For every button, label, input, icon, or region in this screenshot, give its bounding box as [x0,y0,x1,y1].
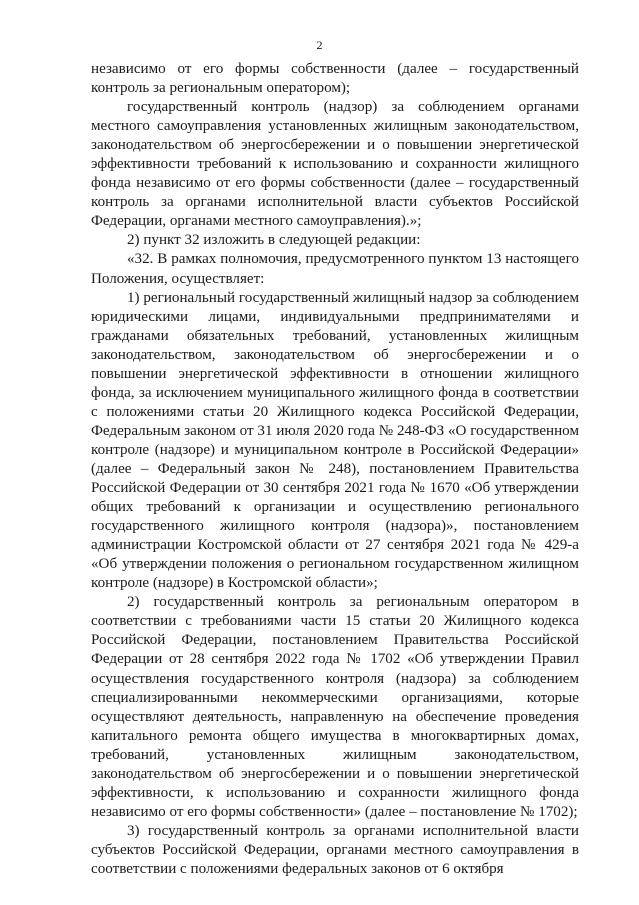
paragraph-continuation: независимо от его формы собственности (далее – государственный контроль за региональным оператором); [91,61,579,97]
paragraph-subitem-2: 2) государственный контроль за региональным оператором в соответствии с требованиями части 15 статьи 20 Жилищного кодекса Российской Федерации, постановлением Правительства Российской Федерации от 28 сентября 2022 года № 1702 «Об утверждении Правил осуществления государственного контроля (надзора) за соблюдением специализированными некоммерческими организациями, которые осуществляют деятельность, направленную на обеспечение проведения капитального ремонта общего имущества в многоквартирных домах, требований, установленных жилищным законодательством, законодательством об энергосбережении и о повышении энергетической эффективности, к использованию и сохранности жилищного фонда независимо от его формы собственности» (далее – постановление № 1702); [91,594,579,820]
paragraph-subitem-3: 3) государственный контроль за органами исполнительной власти субъектов Российской Федерации, органами местного самоуправления в соответствии с положениями федеральных законов от 6 октября [91,822,579,877]
paragraph-item-2-heading: 2) пункт 32 изложить в следующей редакции: [127,232,421,249]
paragraph-subitem-1: 1) региональный государственный жилищный надзор за соблюдением юридическими лицами, индивидуальными предпринимателями и гражданами обязательных требований, установленных жилищным законодательством, законодательством об энергосбережении и о повышении энергетической эффективности в отношении жилищного фонда, за исключением муниципального жилищного фонда в соответствии с положениями статьи 20 Жилищного кодекса Российской Федерации, Федеральным законом от 31 июля 2020 года № 248-ФЗ «О государственном контроле (надзоре) и муниципальном контроле в Российской Федерации» (далее – Федеральный закон № 248), постановлением Правительства Российской Федерации от 30 сентября 2021 года № 1670 «Об утверждении общих требований к организации и осуществлению регионального государственного жилищного контроля (надзора)», постановлением администрации Костромской области от 27 сентября 2021 года № 429-а «Об утверждении положения о региональном государственном жилищном контроле (надзоре) в Костромской области»; [91,289,579,592]
document-body [91,60,579,879]
page-number: 2 [316,38,323,52]
paragraph-municipal-control: государственный контроль (надзор) за соблюдением органами местного самоуправления установленных жилищным законодательством, законодательством об энергосбережении и о повышении энергетической эффективности требований к использованию и сохранности жилищного фонда независимо от его формы собственности (далее – государственный контроль за органами исполнительной власти субъектов Российской Федерации, органами местного самоуправления).»; [91,99,579,230]
paragraph-item-32: «32. В рамках полномочия, предусмотренного пунктом 13 настоящего Положения, осуществляет: [91,251,579,287]
